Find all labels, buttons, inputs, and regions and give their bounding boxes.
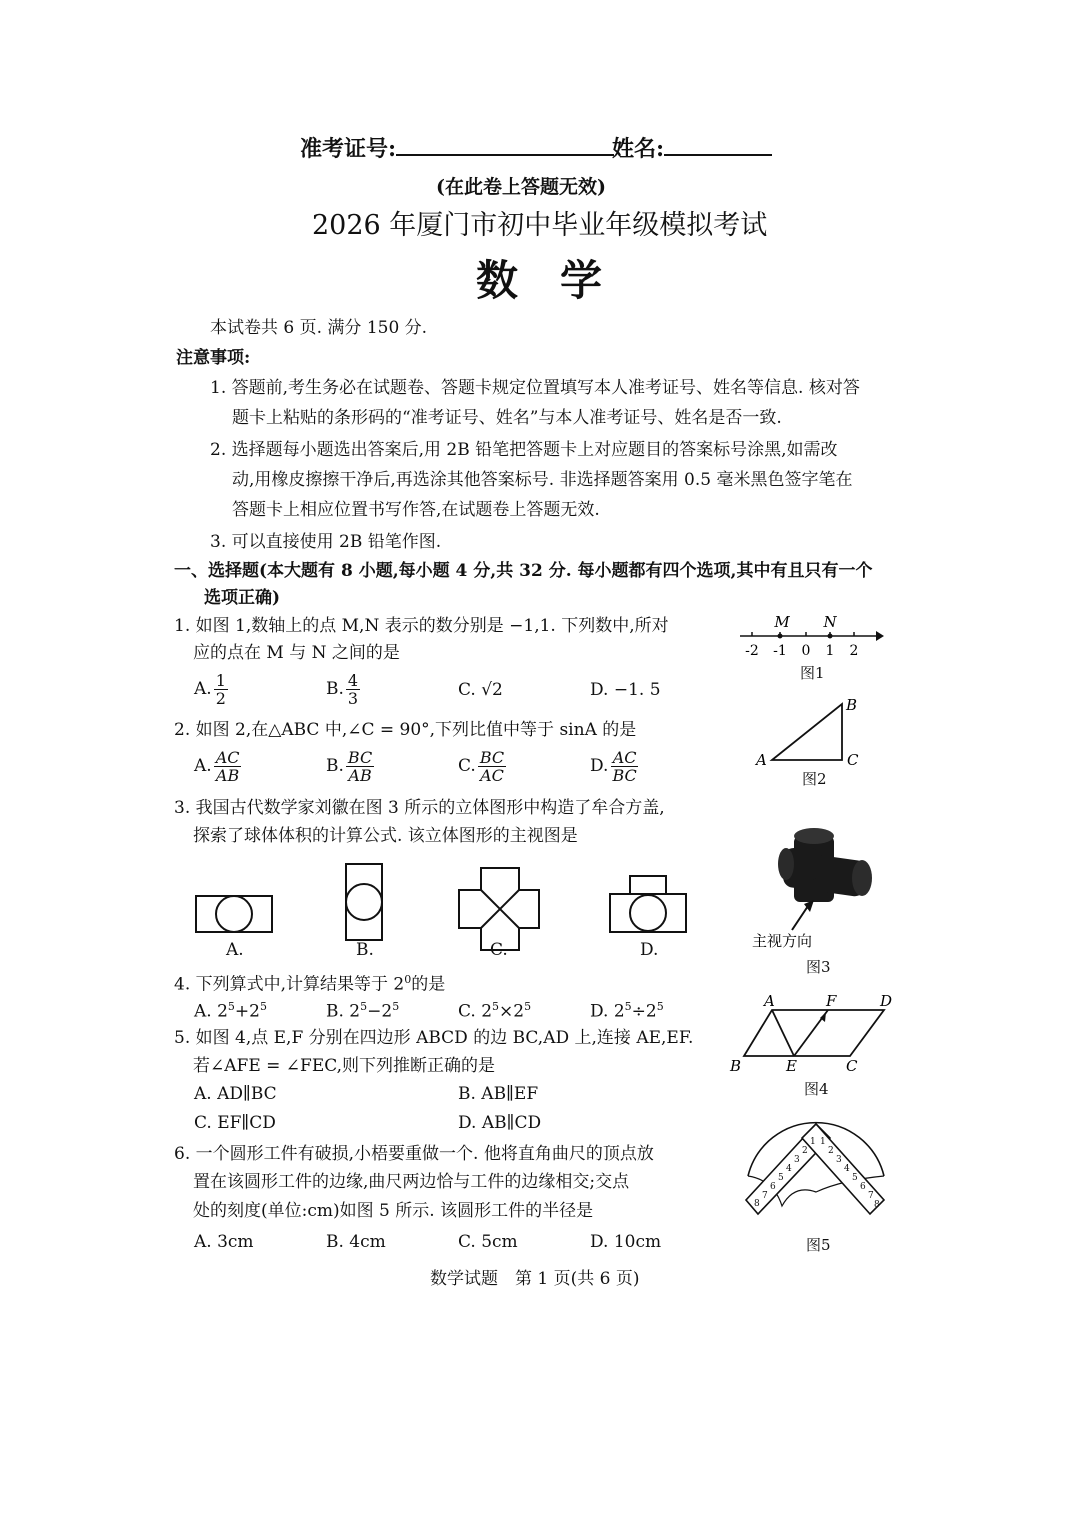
notice-1-line-2: 题卡上粘贴的条形码的“准考证号、姓名”与本人准考证号、姓名是否一致. [232, 408, 782, 428]
q4-d-op: ÷2 [631, 1001, 657, 1022]
ruler-left-mark-6: 6 [770, 1182, 776, 1192]
figure-2-caption: 图2 [802, 770, 827, 788]
q4-b-base: B. 2 [326, 1001, 361, 1022]
q4-a-exp: 5 [227, 1000, 235, 1013]
q3-stem-line-2: 探索了球体体积的计算公式. 该立体图形的主视图是 [193, 826, 578, 846]
figure-3-solid [744, 818, 884, 953]
q4-d-exp2: 5 [656, 1000, 664, 1013]
q2-option-c-label: C. [458, 756, 476, 776]
q1-stem-line-2: 应的点在 M 与 N 之间的是 [193, 643, 400, 663]
point-m-label: M [774, 613, 790, 631]
q4-a-op: +2 [234, 1001, 260, 1022]
notice-title: 注意事项: [176, 348, 251, 368]
q1-option-b-fraction [346, 672, 360, 707]
q2-option-c [458, 749, 506, 784]
tick-label-1: 1 [825, 643, 835, 659]
q2-option-a-label: A. [194, 756, 212, 776]
q1-option-b [326, 672, 360, 707]
figure-2-triangle [752, 692, 872, 770]
q2-option-c-fraction [478, 749, 506, 784]
q4-option-a [194, 1000, 267, 1022]
q2-d-numerator: AC [612, 748, 637, 767]
ruler-right-mark-7: 7 [868, 1191, 874, 1201]
vertex-a-label-fig4: A [764, 992, 775, 1010]
exam-number-label: 准考证号: [300, 136, 397, 162]
q2-a-numerator: AC [215, 748, 240, 767]
q2-c-denominator: AC [480, 766, 504, 785]
exam-number-field [300, 132, 614, 163]
ruler-right-mark-6: 6 [860, 1182, 866, 1192]
invalid-note: (在此卷上答题无效) [436, 176, 606, 198]
q2-option-a-fraction [214, 749, 242, 784]
q3-a-circle [216, 896, 252, 932]
ruler-left-mark-4: 4 [786, 1164, 792, 1174]
subject-title: 数 学 [476, 256, 603, 305]
page-footer: 数学试题 第 1 页(共 6 页) [430, 1269, 640, 1289]
notice-2-line-2: 动,用橡皮擦擦干净后,再选涂其他答案标号. 非选择题答案用 0.5 毫米黑色签字笔在 [232, 470, 853, 490]
vertex-f-label: F [826, 992, 837, 1010]
q4-d-base: D. 2 [590, 1001, 625, 1022]
q3-option-d-label: D. [640, 940, 659, 960]
ruler-left-mark-1: 1 [810, 1137, 816, 1147]
q6-option-c: C. 5cm [458, 1232, 518, 1252]
ruler-left-mark-2: 2 [802, 1146, 808, 1156]
notice-1-line-1: 1. 答题前,考生务必在试题卷、答题卡规定位置填写本人准考证号、姓名等信息. 核对答 [210, 378, 860, 398]
q6-option-a: A. 3cm [194, 1232, 254, 1252]
q3-d-cross [610, 876, 686, 932]
name-label: 姓名: [612, 136, 665, 162]
vertex-c-label: C [847, 751, 859, 769]
q3-a-rect [196, 896, 272, 932]
notice-2-line-3: 答题卡上相应位置书写作答,在试题卷上答题无效. [232, 500, 600, 520]
q3-option-b-label: B. [356, 940, 374, 960]
q2-c-numerator: BC [479, 748, 505, 767]
q2-b-numerator: BC [347, 748, 373, 767]
q2-option-d-label: D. [590, 756, 609, 776]
vertex-e-label: E [786, 1057, 797, 1074]
q3-d-circle [630, 895, 666, 931]
q3-option-a-label: A. [226, 940, 244, 960]
q4-stem-exponent: 0 [404, 973, 412, 986]
q4-c-base: C. 2 [458, 1001, 493, 1022]
q2-option-a [194, 749, 241, 784]
q4-b-exp: 5 [360, 1000, 368, 1013]
figure-5-caption: 图5 [806, 1236, 831, 1254]
ruler-right-mark-1: 1 [820, 1137, 826, 1147]
section-1-heading: 一、选择题(本大题有 8 小题,每小题 4 分,共 32 分. 每小题都有四个选项,其中有且只有一个 [174, 561, 873, 581]
q3-b-rect [346, 864, 382, 940]
ruler-left-mark-5: 5 [778, 1173, 784, 1183]
figure-1-caption: 图1 [800, 664, 825, 682]
q4-b-exp2: 5 [392, 1000, 400, 1013]
q3-option-c-label: C. [490, 940, 508, 960]
q1-a-denominator: 2 [215, 689, 226, 708]
q5-option-c: C. EF∥CD [194, 1113, 276, 1133]
ruler-right-mark-5: 5 [852, 1173, 858, 1183]
figure-4-caption: 图4 [804, 1080, 829, 1098]
q1-option-a-label: A. [194, 679, 212, 699]
q6-stem-line-1: 6. 一个圆形工件有破损,小梧要重做一个. 他将直角曲尺的顶点放 [174, 1144, 654, 1164]
number-line-arrow-icon [876, 631, 884, 641]
q6-option-b: B. 4cm [326, 1232, 386, 1252]
q4-stem [174, 970, 445, 995]
q1-option-a [194, 672, 228, 707]
tick-label-minus-2: -2 [745, 643, 759, 659]
section-1-heading-cont: 选项正确) [204, 588, 281, 608]
q2-option-b [326, 749, 374, 784]
q1-b-numerator: 4 [347, 671, 359, 690]
q5-option-d: D. AB∥CD [458, 1113, 542, 1133]
tick-label-2: 2 [849, 643, 859, 659]
figure-3-caption: 图3 [806, 958, 831, 976]
vertex-d-label: D [880, 992, 893, 1010]
ruler-right-mark-3: 3 [836, 1155, 842, 1165]
tick-label-minus-1: -1 [773, 643, 787, 659]
q1-a-numerator: 1 [215, 671, 226, 690]
q4-option-b [326, 1000, 399, 1022]
vertex-b-label-fig4: B [730, 1057, 742, 1074]
q5-option-b: B. AB∥EF [458, 1084, 539, 1104]
q2-d-denominator: BC [612, 766, 637, 785]
vertex-b-label: B [846, 696, 858, 714]
q1-b-denominator: 3 [347, 689, 359, 708]
ruler-left-mark-8: 8 [754, 1199, 760, 1209]
q1-option-d: D. −1. 5 [590, 680, 661, 700]
q3-b-circle [346, 884, 382, 920]
q2-option-d [590, 749, 639, 784]
q4-a-base: A. 2 [194, 1001, 228, 1022]
q3-stem-line-1: 3. 我国古代数学家刘徽在图 3 所示的立体图形中构造了牟合方盖, [174, 798, 665, 818]
q6-option-d: D. 10cm [590, 1232, 662, 1252]
q1-option-a-fraction [214, 672, 228, 707]
notice-2-line-1: 2. 选择题每小题选出答案后,用 2B 铅笔把答题卡上对应题目的答案标号涂黑,如需改 [210, 440, 838, 460]
figure-4-quadrilateral [726, 992, 896, 1074]
ruler-left-mark-3: 3 [794, 1155, 800, 1165]
name-blank [664, 136, 772, 156]
q2-option-d-fraction [610, 749, 638, 784]
q4-option-c [458, 1000, 531, 1022]
q4-stem-end: 的是 [411, 974, 446, 995]
q2-stem: 2. 如图 2,在△ABC 中,∠C = 90°,下列比值中等于 sinA 的是 [174, 720, 637, 740]
q4-stem-text: 4. 下列算式中,计算结果等于 2 [174, 974, 405, 995]
q5-stem-line-1: 5. 如图 4,点 E,F 分别在四边形 ABCD 的边 BC,AD 上,连接 AE,EF. [174, 1028, 694, 1048]
view-direction-label: 主视方向 [752, 932, 813, 950]
figure-5-circle-ruler [724, 1110, 904, 1230]
q4-c-op: ×2 [499, 1001, 525, 1022]
intro-text: 本试卷共 6 页. 满分 150 分. [210, 318, 428, 338]
ruler-right-mark-2: 2 [828, 1146, 834, 1156]
ruler-right-mark-8: 8 [874, 1200, 880, 1210]
q2-option-b-label: B. [326, 756, 344, 776]
q2-b-denominator: AB [348, 766, 372, 785]
vertex-c-label-fig4: C [846, 1057, 858, 1074]
q1-option-b-label: B. [326, 679, 344, 699]
q1-option-c: C. √2 [458, 680, 503, 700]
vertex-a-label: A [756, 751, 767, 769]
exam-title: 2026 年厦门市初中毕业年级模拟考试 [312, 210, 768, 241]
q2-a-denominator: AB [215, 766, 240, 785]
q4-b-op: −2 [367, 1001, 393, 1022]
q4-c-exp: 5 [492, 1000, 500, 1013]
q4-d-exp: 5 [624, 1000, 632, 1013]
q6-stem-line-2: 置在该圆形工件的边缘,曲尺两边恰与工件的边缘相交;交点 [193, 1172, 630, 1192]
q5-option-a: A. AD∥BC [194, 1084, 277, 1104]
q4-c-exp2: 5 [524, 1000, 532, 1013]
point-n-label: N [823, 613, 837, 631]
q6-stem-line-3: 处的刻度(单位:cm)如图 5 所示. 该圆形工件的半径是 [193, 1201, 594, 1221]
exam-number-blank [396, 136, 614, 156]
tick-label-0: 0 [801, 643, 811, 659]
q2-option-b-fraction [346, 749, 374, 784]
figure-1-number-line [736, 612, 886, 660]
ruler-left-mark-7: 7 [762, 1191, 768, 1201]
name-field [612, 132, 772, 163]
q3-options-figures [180, 856, 700, 966]
q4-a-exp2: 5 [259, 1000, 267, 1013]
ruler-right-mark-4: 4 [844, 1164, 850, 1174]
notice-3: 3. 可以直接使用 2B 铅笔作图. [210, 532, 442, 552]
q5-stem-line-2: 若∠AFE = ∠FEC,则下列推断正确的是 [193, 1056, 496, 1076]
q4-option-d [590, 1000, 664, 1022]
q1-stem-line-1: 1. 如图 1,数轴上的点 M,N 表示的数分别是 −1,1. 下列数中,所对 [174, 616, 669, 636]
